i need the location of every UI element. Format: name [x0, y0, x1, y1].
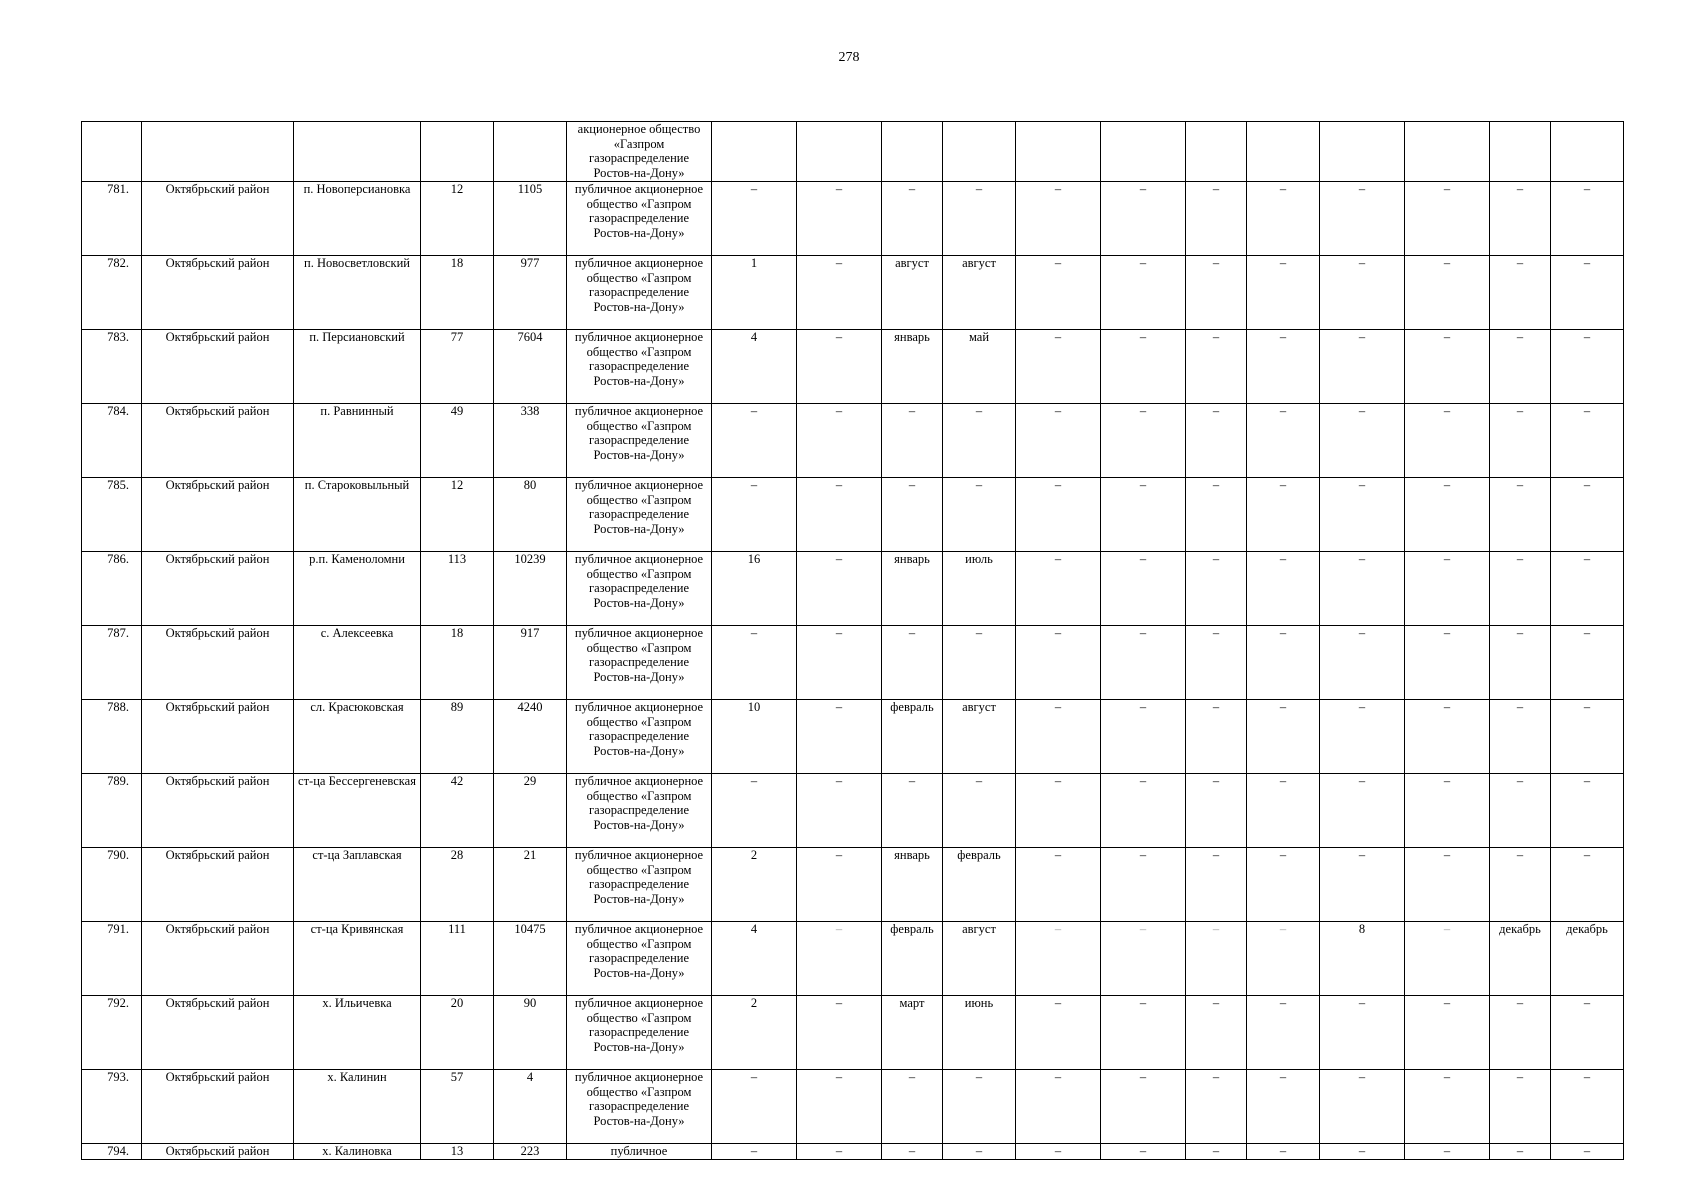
cell-c14: –: [1247, 995, 1320, 1069]
cell-num: 794.: [82, 1143, 142, 1159]
cell-c18: –: [1551, 551, 1624, 625]
cell-c8: –: [797, 773, 882, 847]
cell-locality: п. Персиановский: [294, 329, 421, 403]
cell-num: 783.: [82, 329, 142, 403]
cell-district: [142, 122, 294, 182]
cell-c5: 10239: [494, 551, 567, 625]
cell-num: 789.: [82, 773, 142, 847]
cell-org: публичное акционерное общество «Газпром газораспределение Ростов-на-Дону»: [567, 255, 712, 329]
cell-c14: –: [1247, 403, 1320, 477]
cell-c10: август: [943, 255, 1016, 329]
cell-district: Октябрьский район: [142, 699, 294, 773]
cell-c5: 4: [494, 1069, 567, 1143]
cell-c17: –: [1490, 773, 1551, 847]
cell-c12: [1101, 122, 1186, 182]
cell-c13: –: [1186, 921, 1247, 995]
cell-c16: –: [1405, 403, 1490, 477]
cell-num: 793.: [82, 1069, 142, 1143]
cell-locality: х. Калиновка: [294, 1143, 421, 1159]
page-number: 278: [838, 50, 860, 65]
cell-c11: –: [1016, 255, 1101, 329]
cell-c5: 21: [494, 847, 567, 921]
cell-c4: 49: [421, 403, 494, 477]
cell-c7: 2: [712, 847, 797, 921]
cell-c13: –: [1186, 329, 1247, 403]
cell-c4: 89: [421, 699, 494, 773]
cell-c14: [1247, 122, 1320, 182]
cell-locality: сл. Красюковская: [294, 699, 421, 773]
cell-c14: –: [1247, 329, 1320, 403]
cell-c18: –: [1551, 625, 1624, 699]
cell-c13: –: [1186, 1143, 1247, 1159]
cell-c12: –: [1101, 181, 1186, 255]
cell-c11: –: [1016, 773, 1101, 847]
table-row: [82, 181, 1624, 255]
cell-c4: 18: [421, 625, 494, 699]
cell-c9: февраль: [882, 921, 943, 995]
cell-c15: 8: [1320, 921, 1405, 995]
cell-c10: –: [943, 1143, 1016, 1159]
cell-c4: 28: [421, 847, 494, 921]
cell-locality: п. Староковыльный: [294, 477, 421, 551]
cell-org: публичное акционерное общество «Газпром газораспределение Ростов-на-Дону»: [567, 847, 712, 921]
cell-c12: –: [1101, 847, 1186, 921]
cell-c15: –: [1320, 625, 1405, 699]
cell-org: публичное акционерное общество «Газпром газораспределение Ростов-на-Дону»: [567, 995, 712, 1069]
cell-c8: –: [797, 995, 882, 1069]
cell-district: Октябрьский район: [142, 1069, 294, 1143]
cell-c10: июнь: [943, 995, 1016, 1069]
cell-c15: –: [1320, 699, 1405, 773]
cell-c18: –: [1551, 181, 1624, 255]
cell-c11: –: [1016, 921, 1101, 995]
cell-c5: [494, 122, 567, 182]
cell-c5: 80: [494, 477, 567, 551]
cell-c4: 12: [421, 181, 494, 255]
cell-district: Октябрьский район: [142, 847, 294, 921]
cell-c11: –: [1016, 477, 1101, 551]
cell-c8: –: [797, 699, 882, 773]
cell-c8: –: [797, 921, 882, 995]
cell-locality: ст-ца Кривянская: [294, 921, 421, 995]
cell-c18: –: [1551, 255, 1624, 329]
cell-c4: [421, 122, 494, 182]
cell-c15: –: [1320, 181, 1405, 255]
cell-district: Октябрьский район: [142, 181, 294, 255]
cell-c13: –: [1186, 477, 1247, 551]
cell-c9: –: [882, 181, 943, 255]
cell-c14: –: [1247, 773, 1320, 847]
cell-c12: –: [1101, 551, 1186, 625]
cell-c15: –: [1320, 551, 1405, 625]
cell-c12: –: [1101, 477, 1186, 551]
cell-c10: –: [943, 181, 1016, 255]
cell-c7: –: [712, 181, 797, 255]
cell-c12: –: [1101, 921, 1186, 995]
cell-org: публичное акционерное общество «Газпром газораспределение Ростов-на-Дону»: [567, 181, 712, 255]
cell-c17: [1490, 122, 1551, 182]
cell-c18: –: [1551, 1143, 1624, 1159]
cell-c18: [1551, 122, 1624, 182]
cell-c11: –: [1016, 1143, 1101, 1159]
cell-c16: –: [1405, 1143, 1490, 1159]
cell-c10: –: [943, 773, 1016, 847]
cell-c8: –: [797, 847, 882, 921]
table-row: [82, 995, 1624, 1069]
cell-c11: –: [1016, 847, 1101, 921]
cell-c10: –: [943, 625, 1016, 699]
cell-org: публичное акционерное общество «Газпром газораспределение Ростов-на-Дону»: [567, 1069, 712, 1143]
cell-c4: 57: [421, 1069, 494, 1143]
cell-c5: 338: [494, 403, 567, 477]
cell-c4: 113: [421, 551, 494, 625]
cell-org: публичное акционерное общество «Газпром газораспределение Ростов-на-Дону»: [567, 773, 712, 847]
cell-c9: –: [882, 773, 943, 847]
table-row: [82, 1143, 1624, 1159]
cell-c13: –: [1186, 699, 1247, 773]
cell-c10: –: [943, 403, 1016, 477]
table-row: [82, 551, 1624, 625]
cell-c13: –: [1186, 625, 1247, 699]
cell-c16: –: [1405, 773, 1490, 847]
cell-c10: май: [943, 329, 1016, 403]
cell-c13: –: [1186, 181, 1247, 255]
cell-c14: –: [1247, 1143, 1320, 1159]
cell-c16: –: [1405, 847, 1490, 921]
cell-locality: п. Новоперсиановка: [294, 181, 421, 255]
cell-c8: –: [797, 403, 882, 477]
cell-c18: –: [1551, 699, 1624, 773]
cell-c9: март: [882, 995, 943, 1069]
cell-c15: –: [1320, 255, 1405, 329]
cell-c8: –: [797, 1069, 882, 1143]
cell-c5: 4240: [494, 699, 567, 773]
cell-c17: –: [1490, 847, 1551, 921]
cell-c13: –: [1186, 403, 1247, 477]
table-row: [82, 1069, 1624, 1143]
cell-locality: х. Ильичевка: [294, 995, 421, 1069]
cell-c14: –: [1247, 1069, 1320, 1143]
cell-c17: –: [1490, 995, 1551, 1069]
cell-c13: –: [1186, 551, 1247, 625]
cell-c10: февраль: [943, 847, 1016, 921]
cell-c7: –: [712, 1069, 797, 1143]
cell-c5: 29: [494, 773, 567, 847]
cell-org: акционерное общество «Газпром газораспределение Ростов-на-Дону»: [567, 122, 712, 182]
cell-c14: –: [1247, 699, 1320, 773]
cell-district: Октябрьский район: [142, 1143, 294, 1159]
cell-district: Октябрьский район: [142, 551, 294, 625]
cell-c10: –: [943, 1069, 1016, 1143]
cell-num: 781.: [82, 181, 142, 255]
cell-c9: январь: [882, 551, 943, 625]
table-row: [82, 403, 1624, 477]
cell-c12: –: [1101, 1143, 1186, 1159]
cell-district: Октябрьский район: [142, 995, 294, 1069]
cell-c4: 12: [421, 477, 494, 551]
cell-c8: –: [797, 625, 882, 699]
cell-c8: –: [797, 255, 882, 329]
cell-c11: –: [1016, 1069, 1101, 1143]
cell-c8: –: [797, 329, 882, 403]
cell-c10: август: [943, 921, 1016, 995]
cell-c15: –: [1320, 773, 1405, 847]
cell-locality: п. Новосветловский: [294, 255, 421, 329]
cell-c14: –: [1247, 847, 1320, 921]
cell-c11: [1016, 122, 1101, 182]
cell-c13: [1186, 122, 1247, 182]
cell-c17: –: [1490, 255, 1551, 329]
cell-c16: –: [1405, 255, 1490, 329]
cell-c7: [712, 122, 797, 182]
cell-c10: август: [943, 699, 1016, 773]
cell-c16: –: [1405, 551, 1490, 625]
cell-org: публичное акционерное общество «Газпром газораспределение Ростов-на-Дону»: [567, 477, 712, 551]
cell-c17: –: [1490, 699, 1551, 773]
cell-c13: –: [1186, 1069, 1247, 1143]
cell-c7: 16: [712, 551, 797, 625]
cell-c5: 917: [494, 625, 567, 699]
cell-c9: [882, 122, 943, 182]
cell-c7: –: [712, 477, 797, 551]
cell-c14: –: [1247, 477, 1320, 551]
cell-c12: –: [1101, 329, 1186, 403]
cell-c4: 20: [421, 995, 494, 1069]
table-row: [82, 773, 1624, 847]
cell-district: Октябрьский район: [142, 255, 294, 329]
cell-c16: –: [1405, 477, 1490, 551]
cell-c8: –: [797, 477, 882, 551]
cell-c5: 977: [494, 255, 567, 329]
cell-c16: –: [1405, 329, 1490, 403]
cell-c18: –: [1551, 773, 1624, 847]
table-row: [82, 477, 1624, 551]
cell-c4: 77: [421, 329, 494, 403]
cell-org: публичное акционерное общество «Газпром газораспределение Ростов-на-Дону»: [567, 329, 712, 403]
cell-locality: х. Калинин: [294, 1069, 421, 1143]
cell-c7: –: [712, 403, 797, 477]
cell-c15: –: [1320, 1143, 1405, 1159]
cell-c7: 4: [712, 921, 797, 995]
cell-c11: –: [1016, 329, 1101, 403]
cell-district: Октябрьский район: [142, 329, 294, 403]
cell-c13: –: [1186, 255, 1247, 329]
cell-c18: –: [1551, 329, 1624, 403]
cell-c9: август: [882, 255, 943, 329]
cell-c18: –: [1551, 403, 1624, 477]
cell-num: 791.: [82, 921, 142, 995]
table-row: [82, 921, 1624, 995]
cell-c16: [1405, 122, 1490, 182]
cell-c10: июль: [943, 551, 1016, 625]
cell-num: 788.: [82, 699, 142, 773]
cell-num: 786.: [82, 551, 142, 625]
cell-c7: –: [712, 625, 797, 699]
cell-locality: р.п. Каменоломни: [294, 551, 421, 625]
cell-c11: –: [1016, 181, 1101, 255]
cell-c13: –: [1186, 995, 1247, 1069]
cell-c11: –: [1016, 995, 1101, 1069]
cell-c9: –: [882, 1069, 943, 1143]
cell-c11: –: [1016, 551, 1101, 625]
cell-c17: –: [1490, 181, 1551, 255]
cell-c4: 18: [421, 255, 494, 329]
cell-district: Октябрьский район: [142, 477, 294, 551]
cell-c15: –: [1320, 403, 1405, 477]
cell-c5: 10475: [494, 921, 567, 995]
cell-locality: ст-ца Бессергеневская: [294, 773, 421, 847]
table-row: [82, 329, 1624, 403]
cell-locality: [294, 122, 421, 182]
cell-c17: –: [1490, 329, 1551, 403]
cell-c9: –: [882, 477, 943, 551]
cell-c17: –: [1490, 477, 1551, 551]
cell-c11: –: [1016, 699, 1101, 773]
cell-c17: –: [1490, 1069, 1551, 1143]
cell-c15: –: [1320, 847, 1405, 921]
gasification-schedule-table: [81, 121, 1624, 1160]
cell-c4: 111: [421, 921, 494, 995]
cell-org: публичное акционерное общество «Газпром газораспределение Ростов-на-Дону»: [567, 699, 712, 773]
cell-district: Октябрьский район: [142, 403, 294, 477]
cell-c12: –: [1101, 403, 1186, 477]
cell-c5: 1105: [494, 181, 567, 255]
cell-org: публичное акционерное общество «Газпром газораспределение Ростов-на-Дону»: [567, 625, 712, 699]
cell-c5: 223: [494, 1143, 567, 1159]
cell-c18: –: [1551, 995, 1624, 1069]
cell-c4: 42: [421, 773, 494, 847]
cell-c7: 1: [712, 255, 797, 329]
cell-c17: –: [1490, 403, 1551, 477]
cell-c16: –: [1405, 995, 1490, 1069]
cell-c14: –: [1247, 625, 1320, 699]
cell-c9: январь: [882, 847, 943, 921]
cell-c9: –: [882, 625, 943, 699]
cell-c11: –: [1016, 403, 1101, 477]
table-row: [82, 625, 1624, 699]
table-row: [82, 847, 1624, 921]
cell-c18: –: [1551, 847, 1624, 921]
cell-c9: январь: [882, 329, 943, 403]
cell-c5: 7604: [494, 329, 567, 403]
cell-district: Октябрьский район: [142, 773, 294, 847]
cell-num: 784.: [82, 403, 142, 477]
cell-c13: –: [1186, 773, 1247, 847]
cell-c7: –: [712, 773, 797, 847]
cell-c12: –: [1101, 255, 1186, 329]
cell-locality: п. Равнинный: [294, 403, 421, 477]
table-row-continuation: [82, 122, 1624, 182]
cell-c10: [943, 122, 1016, 182]
cell-c7: –: [712, 1143, 797, 1159]
table-row: [82, 255, 1624, 329]
cell-c10: –: [943, 477, 1016, 551]
cell-c14: –: [1247, 255, 1320, 329]
cell-num: 790.: [82, 847, 142, 921]
cell-num: 787.: [82, 625, 142, 699]
cell-c17: декабрь: [1490, 921, 1551, 995]
cell-org: публичное акционерное общество «Газпром газораспределение Ростов-на-Дону»: [567, 403, 712, 477]
cell-c17: –: [1490, 625, 1551, 699]
cell-c8: –: [797, 551, 882, 625]
cell-c12: –: [1101, 699, 1186, 773]
cell-c4: 13: [421, 1143, 494, 1159]
cell-org: публичное: [567, 1143, 712, 1159]
cell-c15: –: [1320, 995, 1405, 1069]
cell-c5: 90: [494, 995, 567, 1069]
cell-locality: с. Алексеевка: [294, 625, 421, 699]
cell-c17: –: [1490, 1143, 1551, 1159]
cell-c9: –: [882, 1143, 943, 1159]
cell-c18: –: [1551, 477, 1624, 551]
cell-c8: [797, 122, 882, 182]
table-row: [82, 699, 1624, 773]
cell-c18: –: [1551, 1069, 1624, 1143]
cell-org: публичное акционерное общество «Газпром газораспределение Ростов-на-Дону»: [567, 921, 712, 995]
cell-c13: –: [1186, 847, 1247, 921]
cell-c14: –: [1247, 921, 1320, 995]
cell-locality: ст-ца Заплавская: [294, 847, 421, 921]
cell-c17: –: [1490, 551, 1551, 625]
cell-c12: –: [1101, 995, 1186, 1069]
cell-c16: –: [1405, 1069, 1490, 1143]
cell-c14: –: [1247, 181, 1320, 255]
cell-c15: [1320, 122, 1405, 182]
cell-c16: –: [1405, 699, 1490, 773]
cell-district: Октябрьский район: [142, 921, 294, 995]
cell-c16: –: [1405, 921, 1490, 995]
cell-c11: –: [1016, 625, 1101, 699]
cell-district: Октябрьский район: [142, 625, 294, 699]
cell-num: 792.: [82, 995, 142, 1069]
cell-c12: –: [1101, 773, 1186, 847]
cell-c8: –: [797, 1143, 882, 1159]
cell-c9: февраль: [882, 699, 943, 773]
cell-num: 785.: [82, 477, 142, 551]
cell-num: 782.: [82, 255, 142, 329]
cell-c9: –: [882, 403, 943, 477]
cell-c15: –: [1320, 477, 1405, 551]
cell-c12: –: [1101, 625, 1186, 699]
cell-c7: 10: [712, 699, 797, 773]
cell-c8: –: [797, 181, 882, 255]
cell-c14: –: [1247, 551, 1320, 625]
cell-c15: –: [1320, 329, 1405, 403]
cell-org: публичное акционерное общество «Газпром газораспределение Ростов-на-Дону»: [567, 551, 712, 625]
cell-c12: –: [1101, 1069, 1186, 1143]
cell-c16: –: [1405, 625, 1490, 699]
cell-c15: –: [1320, 1069, 1405, 1143]
cell-c7: 2: [712, 995, 797, 1069]
cell-c18: декабрь: [1551, 921, 1624, 995]
cell-num: [82, 122, 142, 182]
cell-c7: 4: [712, 329, 797, 403]
cell-c16: –: [1405, 181, 1490, 255]
